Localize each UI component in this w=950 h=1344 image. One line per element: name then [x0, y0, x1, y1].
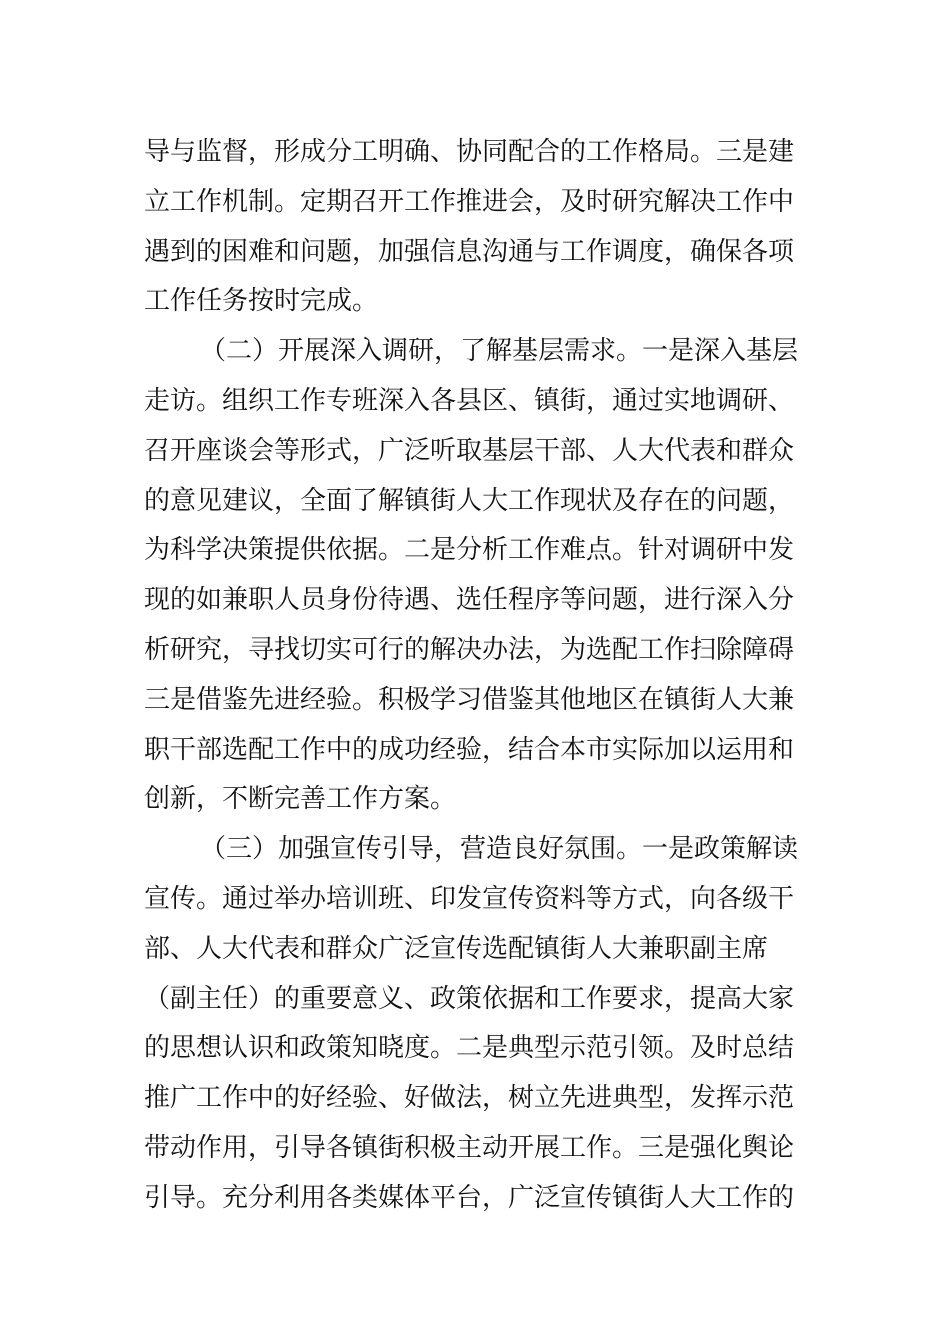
text-line: 析研究，寻找切实可行的解决办法，为选配工作扫除障碍 — [144, 634, 795, 665]
text-line: 推广工作中的好经验、好做法，树立先进典型，发挥示范 — [144, 1083, 795, 1114]
section-heading-line: （二）开展深入调研，了解基层需求。一是深入基层 — [200, 336, 799, 367]
text-line: 为科学决策提供依据。二是分析工作难点。针对调研中发 — [144, 535, 795, 566]
text-line: 遇到的困难和问题，加强信息沟通与工作调度，确保各项 — [144, 236, 795, 267]
text-line: 部、人大代表和群众广泛宣传选配镇街人大兼职副主席 — [144, 933, 769, 964]
text-line: 引导。充分利用各类媒体平台，广泛宣传镇街人大工作的 — [144, 1182, 795, 1213]
text-line: 职干部选配工作中的成功经验，结合本市实际加以运用和 — [144, 734, 795, 765]
text-line: 宣传。通过举办培训班、印发宣传资料等方式，向各级干 — [144, 883, 795, 914]
text-line: 三是借鉴先进经验。积极学习借鉴其他地区在镇街人大兼 — [144, 684, 795, 715]
text-line: 走访。组织工作专班深入各县区、镇街，通过实地调研、 — [144, 385, 795, 416]
text-line: 工作任务按时完成。 — [144, 286, 379, 317]
text-line: 现的如兼职人员身份待遇、选任程序等问题，进行深入分 — [144, 585, 795, 616]
text-line: 创新，不断完善工作方案。 — [144, 784, 457, 815]
text-line: 召开座谈会等形式，广泛听取基层干部、人大代表和群众 — [144, 435, 795, 466]
text-line: 带动作用，引导各镇街积极主动开展工作。三是强化舆论 — [144, 1132, 795, 1163]
section-heading-line: （三）加强宣传引导，营造良好氛围。一是政策解读 — [200, 834, 799, 865]
text-line: 的意见建议，全面了解镇街人大工作现状及存在的问题， — [144, 485, 795, 516]
body-text — [144, 128, 808, 1224]
text-line: 的思想认识和政策知晓度。二是典型示范引领。及时总结 — [144, 1033, 795, 1064]
text-line: 立工作机制。定期召开工作推进会，及时研究解决工作中 — [144, 186, 795, 217]
text-line: 导与监督，形成分工明确、协同配合的工作格局。三是建 — [144, 137, 795, 167]
text-line: （副主任）的重要意义、政策依据和工作要求，提高大家 — [144, 983, 795, 1014]
